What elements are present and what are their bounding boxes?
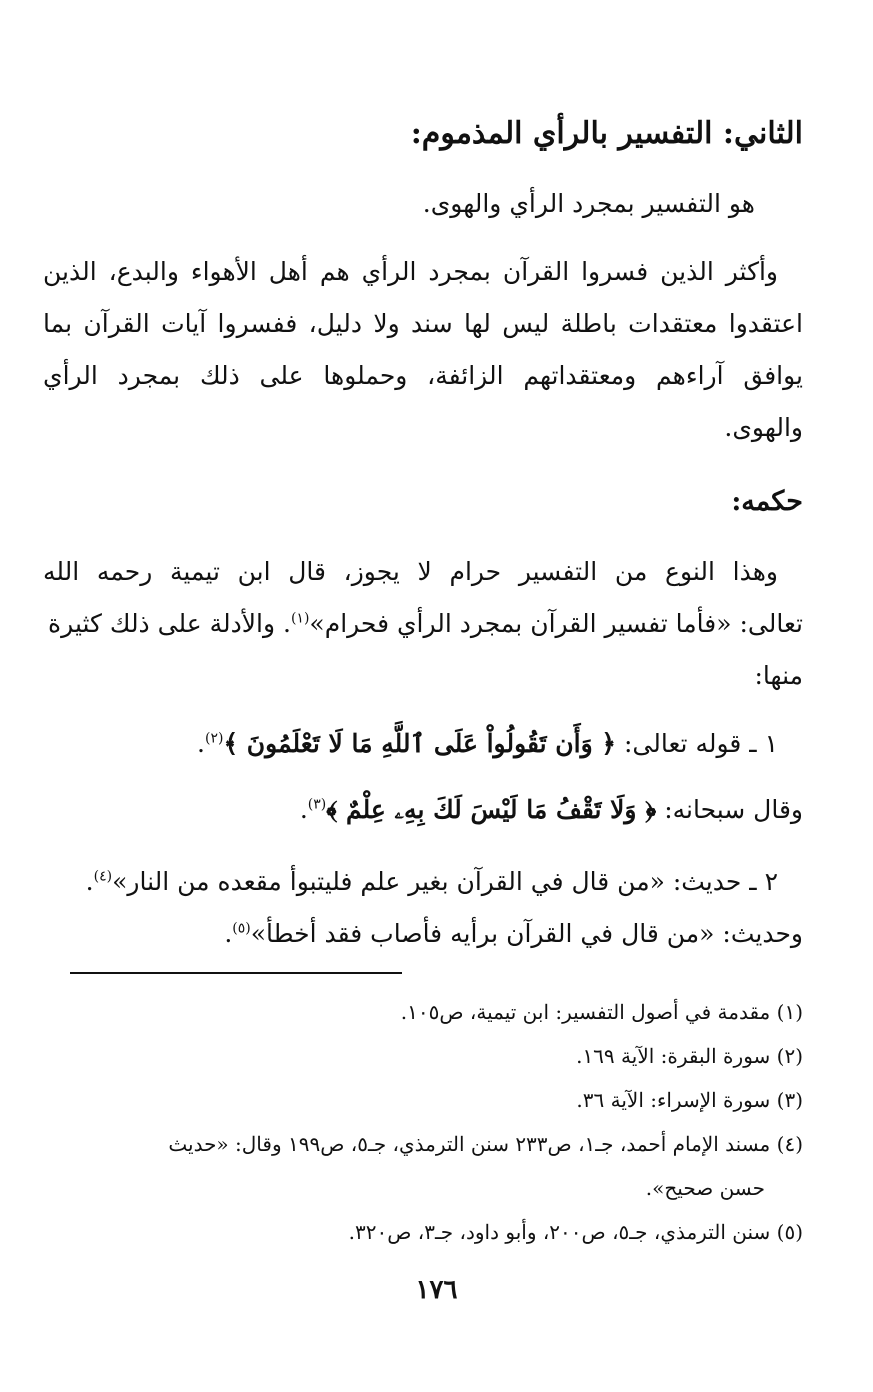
evidence2-end: .: [299, 795, 308, 824]
hadith1-end: .: [85, 867, 94, 896]
evidence2-line: [43, 790, 803, 830]
paragraph2-line2-end: . والأدلة على ذلك كثيرة: [48, 609, 291, 638]
ruling-heading: حكمه:: [731, 486, 803, 517]
footnote-1: (١) مقدمة في أصول التفسير: ابن تيمية، ص١٠٥.: [400, 1000, 803, 1024]
evidence2-intro: وقال سبحانه:: [664, 795, 803, 824]
evidence1-intro: ١ ـ قوله تعالى:: [623, 729, 778, 758]
footnote-4-line1: (٤) مسند الإمام أحمد، جـ١، ص٢٣٣ سنن الترمذي، جـ٥، ص١٩٩ وقال: «حديث: [168, 1132, 803, 1156]
paragraph1-line1: وأكثر الذين فسروا القرآن بمجرد الرأي هم أهل الأهواء والبدع، الذين: [43, 257, 778, 286]
page-number: ١٧٦: [415, 1275, 458, 1305]
evidence1-end: .: [197, 729, 205, 758]
quote-ibn-taymiyyah: تعالى: «فأما تفسير القرآن بمجرد الرأي فحرام»: [309, 609, 803, 638]
paragraph2-line1: وهذا النوع من التفسير حرام لا يجوز، قال ابن تيمية رحمه الله: [43, 557, 778, 586]
hadith1-line: [18, 862, 778, 902]
evidence1-line: [18, 724, 778, 764]
hadith1-text: ٢ ـ حديث: «من قال في القرآن بغير علم فليتبوأ مقعده من النار»: [112, 867, 778, 896]
footnote-ref-3: (٣): [307, 796, 327, 813]
definition-text: هو التفسير بمجرد الرأي والهوى.: [422, 189, 755, 218]
footnote-ref-1: (١): [290, 610, 310, 627]
hadith2-text: وحديث: «من قال في القرآن برأيه فأصاب فقد أخطأ»: [250, 919, 803, 948]
paragraph1-line4: والهوى.: [724, 413, 803, 442]
evidence2-ayah: ﴿ وَلَا تَقْفُ مَا لَيْسَ لَكَ بِهِۦ عِلْمٌ ﴾: [326, 795, 657, 824]
evidence1-ayah: ﴿ وَأَن تَقُولُواْ عَلَى ٱللَّهِ مَا لَا تَعْلَمُونَ ﴾: [223, 729, 617, 758]
footnote-4-line2: حسن صحيح».: [645, 1176, 765, 1200]
footnote-5: (٥) سنن الترمذي، جـ٥، ص٢٠٠، وأبو داود، جـ٣، ص٣٢٠.: [348, 1220, 803, 1244]
footnote-ref-4: (٤): [93, 868, 113, 885]
footnote-3: (٣) سورة الإسراء: الآية ٣٦.: [576, 1088, 803, 1112]
hadith2-line: [43, 914, 803, 954]
section-heading: الثاني: التفسير بالرأي المذموم:: [410, 116, 803, 151]
hadith2-end: .: [224, 919, 233, 948]
footnote-separator: [70, 972, 402, 974]
paragraph2-line3: منها:: [754, 661, 803, 690]
footnote-ref-5: (٥): [232, 920, 251, 937]
paragraph2-line2: [43, 604, 803, 644]
paragraph1-line3: يوافق آراءهم ومعتقداتهم الزائفة، وحملوها على ذلك بمجرد الرأي: [43, 361, 803, 390]
paragraph1-line2: اعتقدوا معتقدات باطلة ليس لها سند ولا دليل، ففسروا آيات القرآن بما: [43, 309, 803, 338]
footnote-2: (٢) سورة البقرة: الآية ١٦٩.: [576, 1044, 803, 1068]
footnote-ref-2: (٢): [204, 730, 224, 747]
